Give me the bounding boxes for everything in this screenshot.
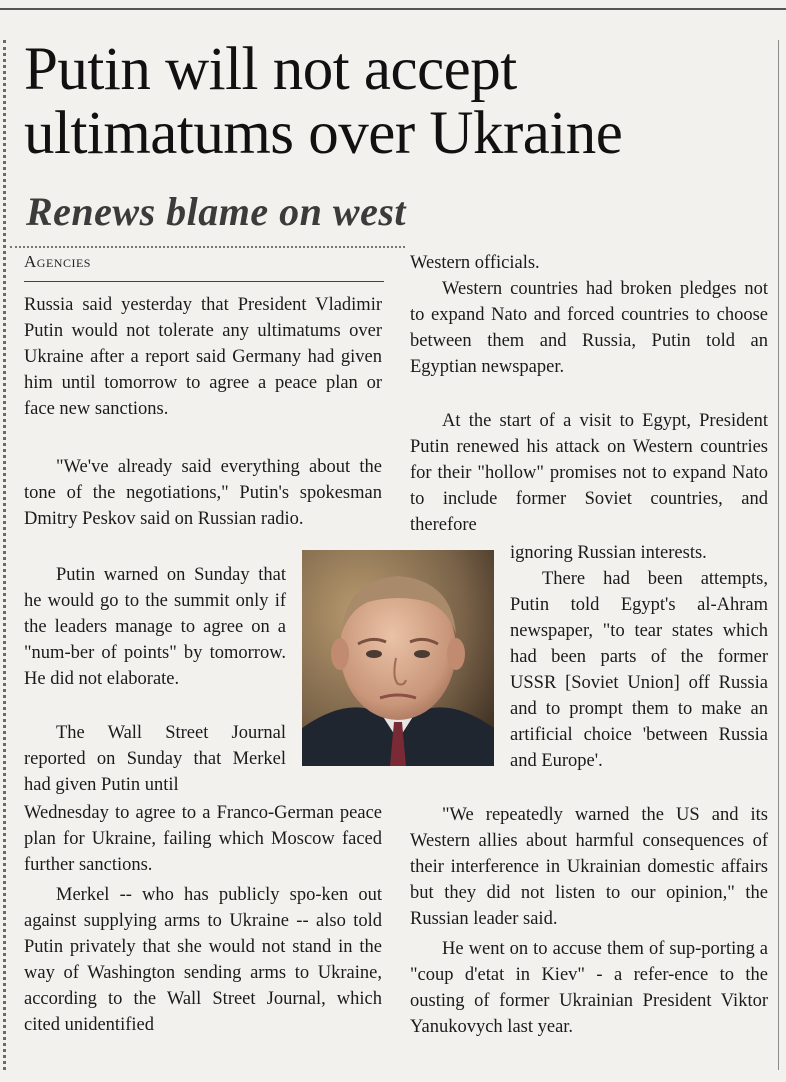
paragraph-5: Wednesday to agree to a Franco-German peace plan for Ukraine, failing which Moscow faced further sanctions. (24, 803, 382, 875)
left-dotted-border (3, 40, 6, 1070)
paragraph-3: Putin warned on Sunday that he would go to the summit only if the leaders manage to agree on a "num-ber of points" by tomorrow. He did not elaborate. (24, 565, 286, 689)
paragraph-12: "We repeatedly warned the US and its Western allies about harmful consequences of their interference in Ukrainian domestic affairs but they did not listen to our opinion," the Russian leader said. (410, 805, 768, 929)
paragraph-4: The Wall Street Journal reported on Sunday that Merkel had given Putin until (24, 723, 286, 795)
headline-line-1: Putin will not accept (24, 36, 517, 103)
paragraph-11: There had been attempts, Putin told Egypt's al-Ahram newspaper, "to tear states which had been parts of the former USSR [Soviet Union] off Russia and to prompt them to make an artificial choice 'between Russia and Europe'. (510, 569, 768, 771)
paragraph-8: Western countries had broken pledges not to expand Nato and forced countries to choose between them and Russia, Putin told an Egyptian newspaper. (410, 279, 768, 377)
paragraph-13: He went on to accuse them of sup-porting a "coup d'etat in Kiev" - a refer-ence to the ousting of former Ukrainian President Viktor Yanukovych last year. (410, 939, 768, 1037)
paragraph-1: Russia said yesterday that President Vladimir Putin would not tolerate any ultimatums over Ukraine after a report said Germany had given him until tomorrow to agree a peace plan or face new sanctions. (24, 295, 382, 419)
top-rule (0, 8, 786, 10)
subhead-dotted-separator (10, 246, 405, 248)
portrait-illustration (302, 550, 494, 766)
paragraph-7: Western officials. (410, 253, 540, 273)
byline: Agencies (24, 252, 91, 271)
paragraph-6: Merkel -- who has publicly spo-ken out against supplying arms to Ukraine -- also told Putin privately that she would not stand in the way of Washington sending arms to Ukraine, according to the Wall Street Journal, which cited unidentified (24, 885, 382, 1035)
paragraph-9: At the start of a visit to Egypt, President Putin renewed his attack on Western countries for their "hollow" promises not to expand Nato to include former Soviet countries, and therefore (410, 411, 768, 535)
subheadline: Renews blame on west (26, 189, 407, 234)
portrait-photo (302, 550, 494, 766)
paragraph-2: "We've already said everything about the tone of the negotiations," Putin's spokesman Dmitry Peskov said on Russian radio. (24, 457, 382, 529)
headline-line-2: ultimatums over Ukraine (24, 100, 623, 167)
right-column-rule (778, 40, 779, 1070)
paragraph-10: ignoring Russian interests. (510, 543, 707, 563)
byline-rule (24, 281, 384, 282)
headline (24, 38, 784, 166)
